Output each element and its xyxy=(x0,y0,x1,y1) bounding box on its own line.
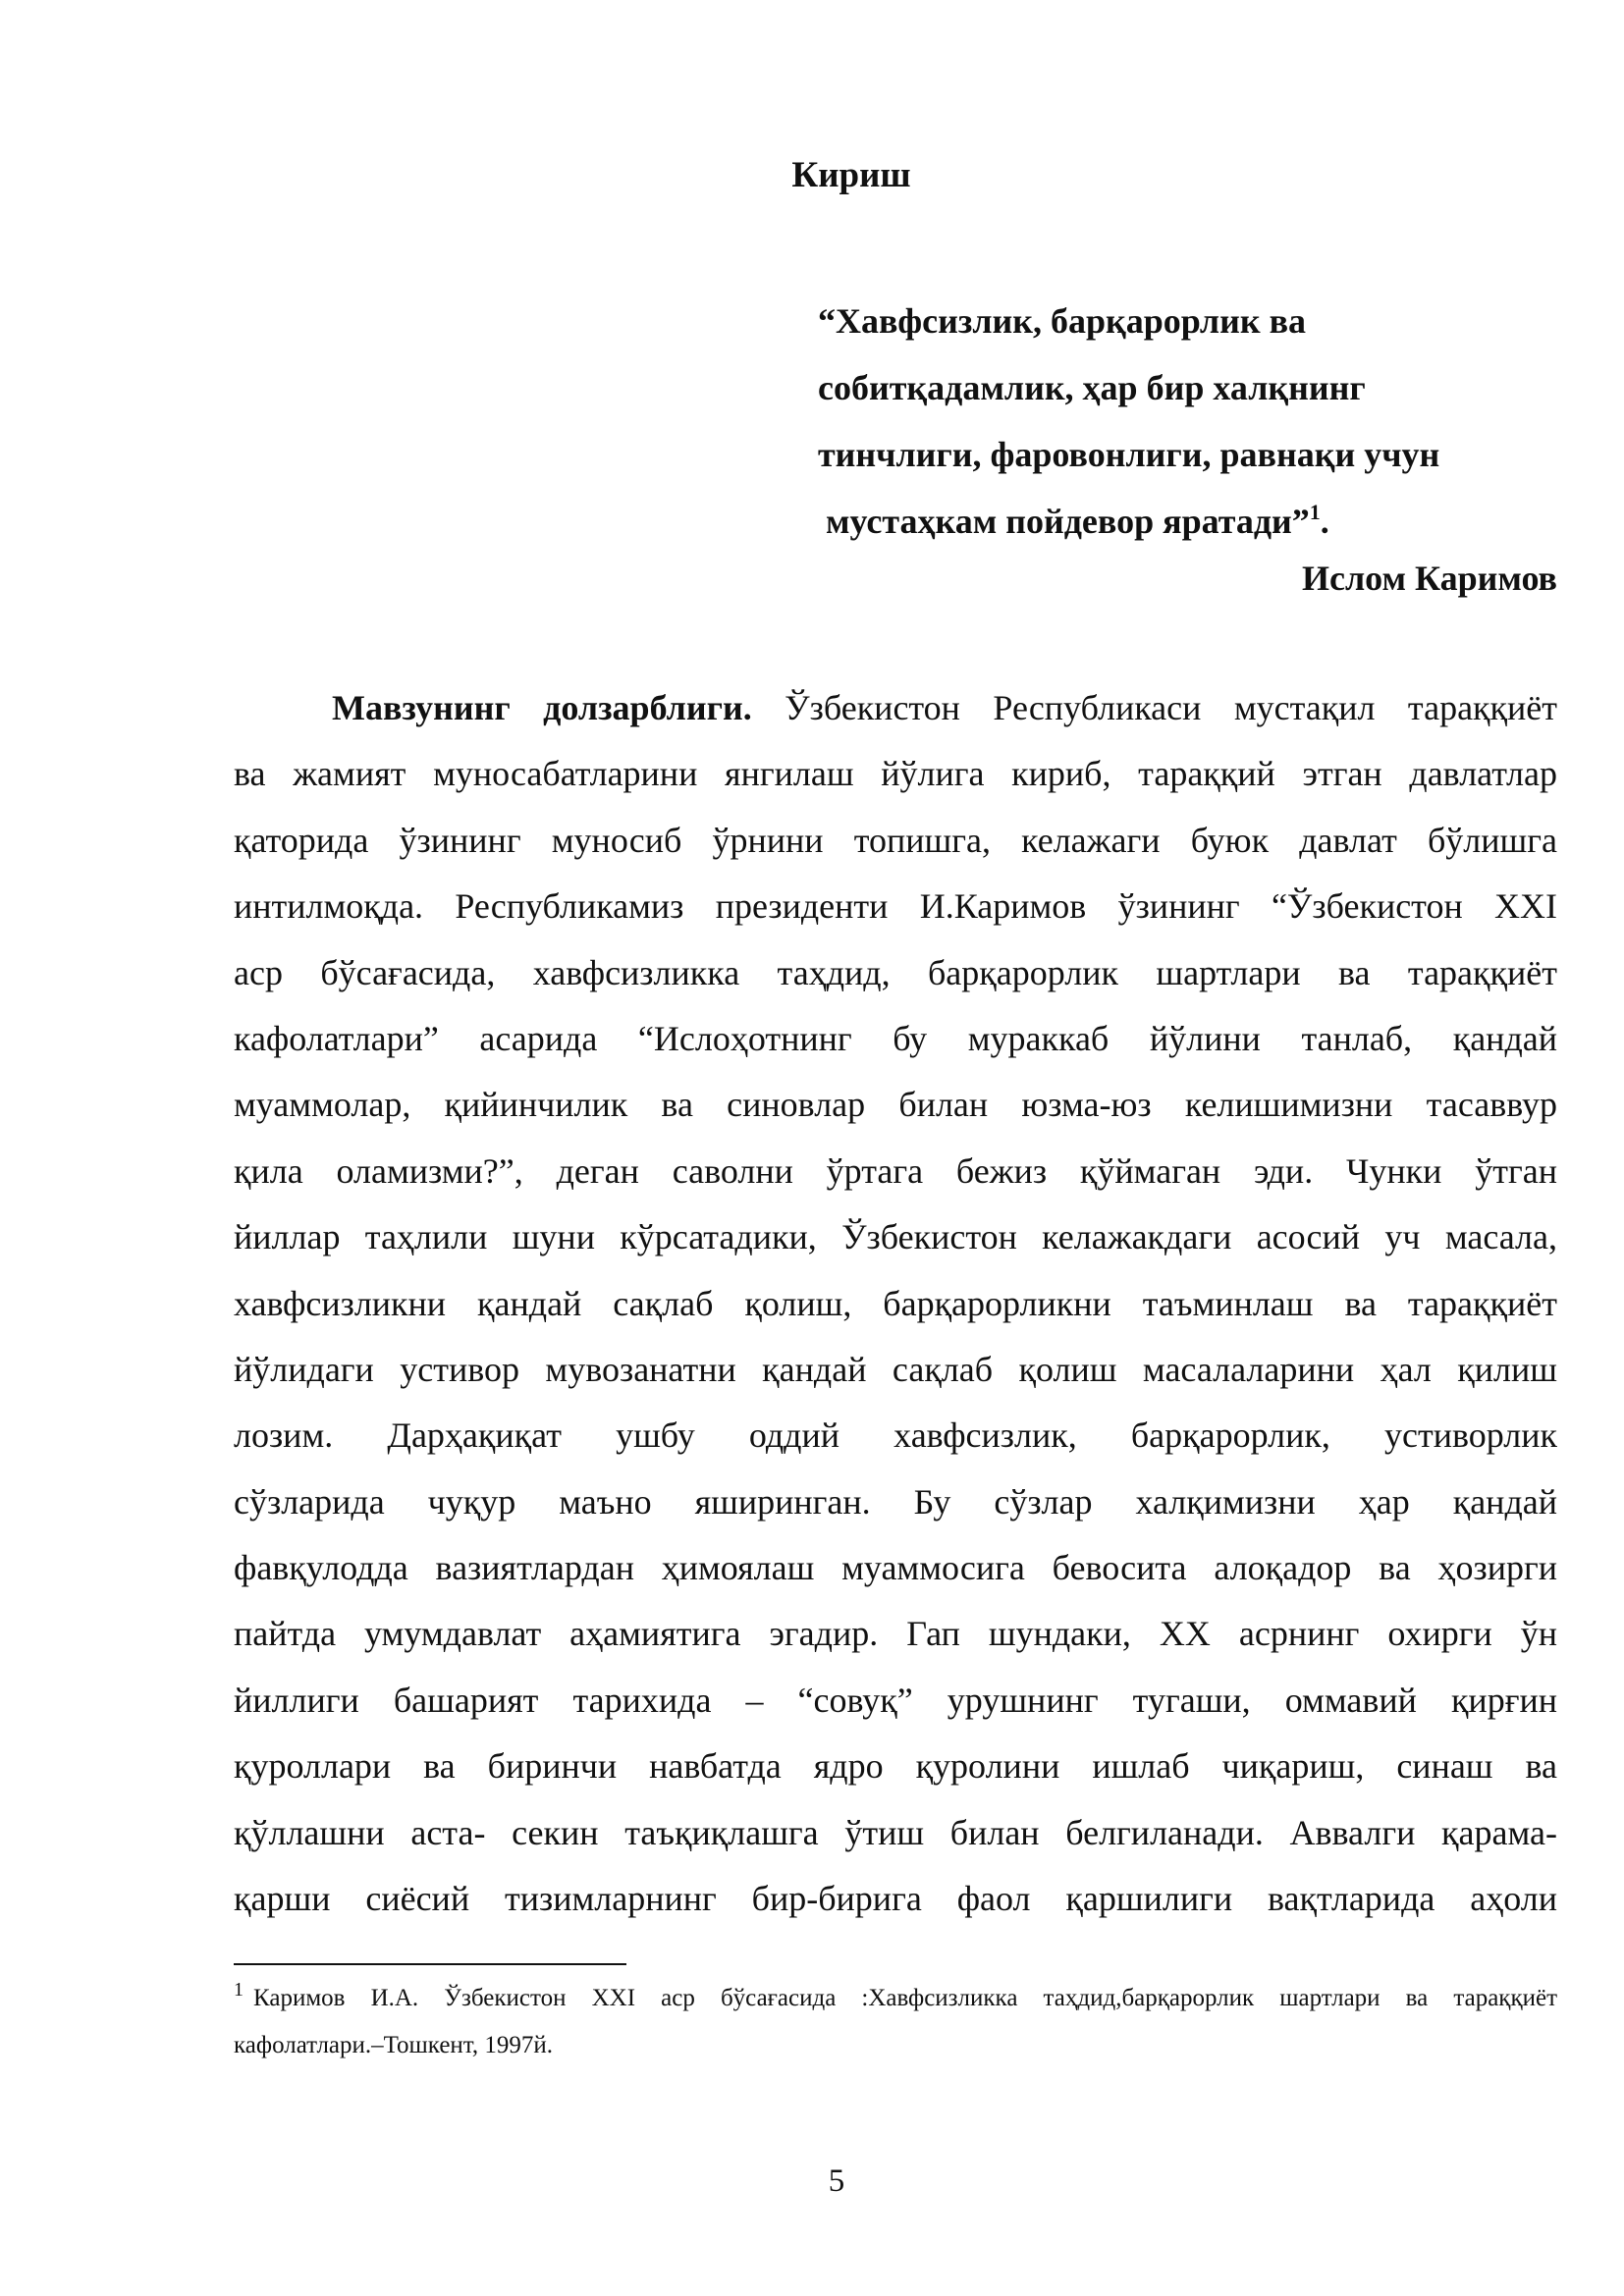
epigraph-line: собитқадамлик, ҳар бир халқнинг xyxy=(818,368,1366,407)
page-number: 5 xyxy=(828,2163,845,2199)
paragraph-line: муаммолар, қийинчилик ва синовлар билан юзма-юз келишимизни тасаввур xyxy=(234,1085,1557,1125)
footnote-separator xyxy=(234,1963,626,1965)
paragraph-line: ва жамият муносабатларини янгилаш йўлига кириб, тараққий этган давлатлар xyxy=(234,754,1557,794)
epigraph-quote xyxy=(818,288,1564,555)
paragraph-line: лозим. Дарҳақиқат ушбу оддий хавфсизлик, барқарорлик, устиворлик xyxy=(234,1415,1557,1456)
section-heading: Кириш xyxy=(791,155,911,195)
body-paragraph xyxy=(234,675,1557,1932)
footnote-number: 1 xyxy=(234,1979,244,2001)
paragraph-line: фавқулодда вазиятлардан ҳимоялаш муаммосига бевосита алоқадор ва ҳозирги xyxy=(234,1548,1557,1588)
paragraph-line: йиллиги башарият тарихида – “совуқ” урушнинг тугаши, оммавий қирғин xyxy=(234,1680,1557,1720)
paragraph-line: йиллар таҳлили шуни кўрсатадики, Ўзбекистон келажакдаги асосий уч масала, xyxy=(234,1217,1557,1257)
paragraph-first-line xyxy=(234,675,1557,741)
epigraph-end-punct: . xyxy=(1320,502,1329,541)
epigraph-line: мустаҳкам пойдевор яратади” xyxy=(826,502,1310,541)
epigraph-author: Ислом Каримов xyxy=(1302,559,1557,598)
paragraph-line: қаторида ўзининг муносиб ўрнини топишга, келажаги буюк давлат бўлишга xyxy=(234,820,1557,860)
topic-relevance-lead: Мавзунинг долзарблиги. xyxy=(332,688,752,727)
paragraph-line: қила оламизми?”, деган саволни ўртага бежиз қўймаган эди. Чунки ўтган xyxy=(234,1150,1557,1191)
paragraph-line: аср бўсағасида, хавфсизликка таҳдид, барқарорлик шартлари ва тараққиёт xyxy=(234,952,1557,992)
paragraph-line: сўзларида чуқур маъно яширинган. Бу сўзлар халқимизни ҳар қандай xyxy=(234,1481,1557,1522)
paragraph-line: қарши сиёсий тизимларнинг бир-бирига фаол қаршилиги вақтларида аҳоли xyxy=(234,1879,1557,1919)
paragraph-line: қуроллари ва биринчи навбатда ядро қуролини ишлаб чиқариш, синаш ва xyxy=(234,1746,1557,1787)
footnote xyxy=(234,1975,1557,2069)
paragraph-line: пайтда умумдавлат аҳамиятига эгадир. Гап шундаки, XX асрнинг охирги ўн xyxy=(234,1614,1557,1654)
epigraph-line: “Хавфсизлик, барқарорлик ва xyxy=(818,301,1307,341)
paragraph-line: кафолатлари” асарида “Ислоҳотнинг бу мураккаб йўлини танлаб, қандай xyxy=(234,1018,1557,1058)
footnote-line: кафолатлари.–Тошкент, 1997й. xyxy=(234,2032,553,2058)
paragraph-line: йўлидаги устивор мувозанатни қандай сақлаб қолиш масалаларини ҳал қилиш xyxy=(234,1349,1557,1389)
paragraph-line: Ўзбекистон Республикаси мустақил тараққиёт xyxy=(751,688,1558,727)
paragraph-line: интилмоқда. Республикамиз президенти И.Каримов ўзининг “Ўзбекистон XXI xyxy=(234,886,1557,927)
footnote-text: Каримов И.А. Ўзбекистон XXI аср бўсағасида :Хавфсизликка таҳдид,барқарорлик шартлари ва тараққиёт xyxy=(253,1985,1557,2011)
epigraph-line: тинчлиги, фаровонлиги, равнақи учун xyxy=(818,435,1440,474)
footnote-reference[interactable]: 1 xyxy=(1309,500,1321,524)
paragraph-line: хавфсизликни қандай сақлаб қолиш, барқарорликни таъминлаш ва тараққиёт xyxy=(234,1283,1557,1323)
footnote-line xyxy=(234,1975,1557,2022)
paragraph-line: қўллашни аста- секин таъқиқлашга ўтиш билан белгиланади. Аввалги қарама- xyxy=(234,1812,1557,1852)
